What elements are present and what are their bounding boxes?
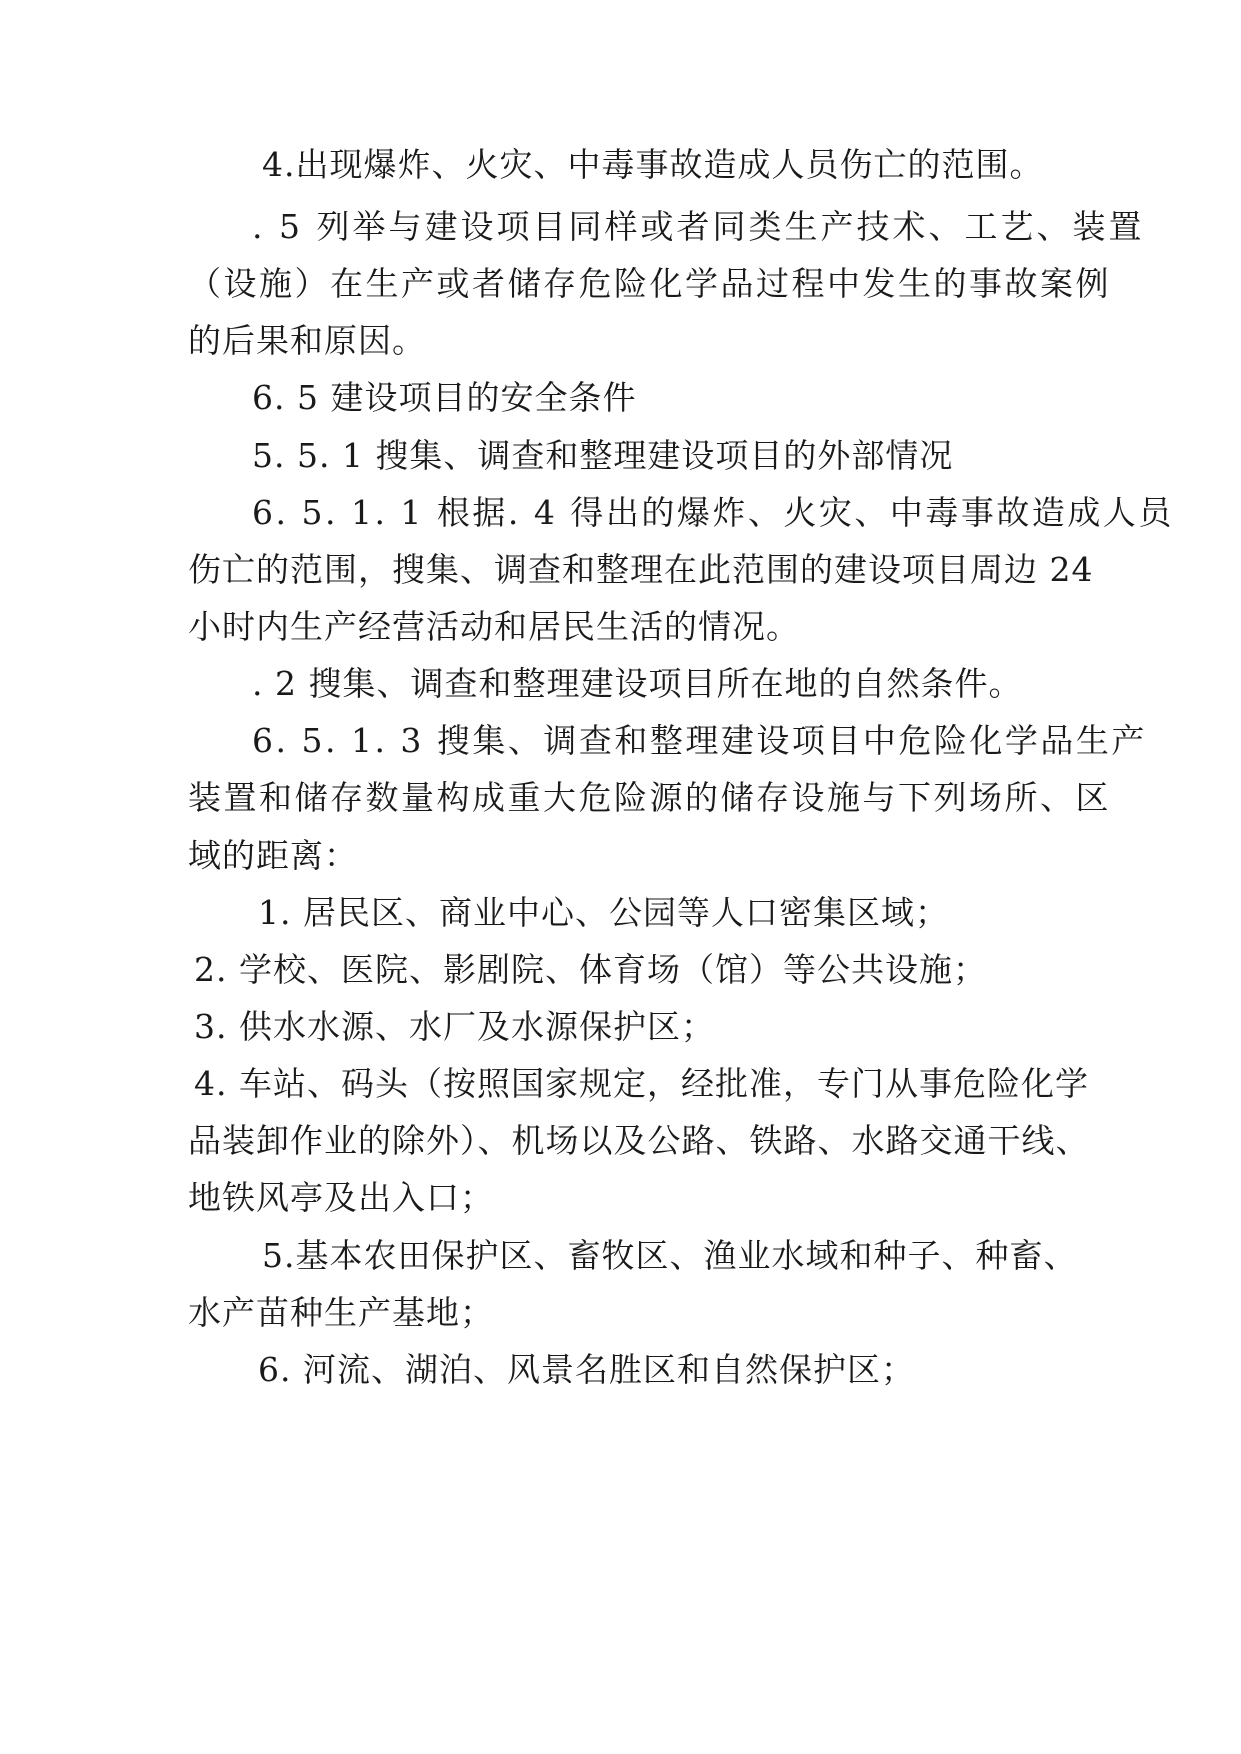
text-line-2: . 5 列举与建设项目同样或者同类生产技术、工艺、装置 [252, 207, 1145, 246]
text-line-10: . 2 搜集、调查和整理建设项目所在地的自然条件。 [252, 664, 1023, 703]
list-item-5: 5.基本农田保护区、畜牧区、渔业水域和种子、种畜、 [262, 1236, 1078, 1275]
text-line-3: （设施）在生产或者储存危险化学品过程中发生的事故案例 [188, 264, 1111, 303]
list-item-4-cont-1: 品装卸作业的除外）、机场以及公路、铁路、水路交通干线、 [188, 1121, 1090, 1160]
text-line-9: 小时内生产经营活动和居民生活的情况。 [188, 607, 800, 646]
text-line-11: 6. 5. 1. 3 搜集、调查和整理建设项目中危险化学品生产 [252, 721, 1147, 760]
text-line-4: 的后果和原因。 [188, 321, 426, 360]
list-item-3: 3. 供水水源、水厂及水源保护区； [194, 1007, 715, 1046]
text-line-12: 装置和储存数量构成重大危险源的储存设施与下列场所、区 [188, 778, 1111, 817]
list-item-2: 2. 学校、医院、影剧院、体育场（馆）等公共设施； [194, 950, 987, 989]
text-line-7: 6. 5. 1. 1 根据. 4 得出的爆炸、火灾、中毒事故造成人员 [252, 493, 1174, 532]
list-item-6: 6. 河流、湖泊、风景名胜区和自然保护区； [258, 1350, 915, 1389]
subsection-heading-5-5-1: 5. 5. 1 搜集、调查和整理建设项目的外部情况 [252, 436, 954, 475]
list-item-1: 1. 居民区、商业中心、公园等人口密集区域； [258, 893, 949, 932]
text-line-8: 伤亡的范围，搜集、调查和整理在此范围的建设项目周边 24 [188, 550, 1094, 589]
list-item-4-cont-2: 地铁风亭及出入口； [188, 1178, 494, 1217]
text-line-1: 4.出现爆炸、火灾、中毒事故造成人员伤亡的范围。 [262, 145, 1044, 184]
section-heading-6-5: 6. 5 建设项目的安全条件 [252, 378, 637, 417]
list-item-4: 4. 车站、码头（按照国家规定，经批准，专门从事危险化学 [194, 1064, 1089, 1103]
text-line-13: 域的距离： [188, 836, 358, 875]
list-item-5-cont: 水产苗种生产基地； [188, 1293, 494, 1332]
